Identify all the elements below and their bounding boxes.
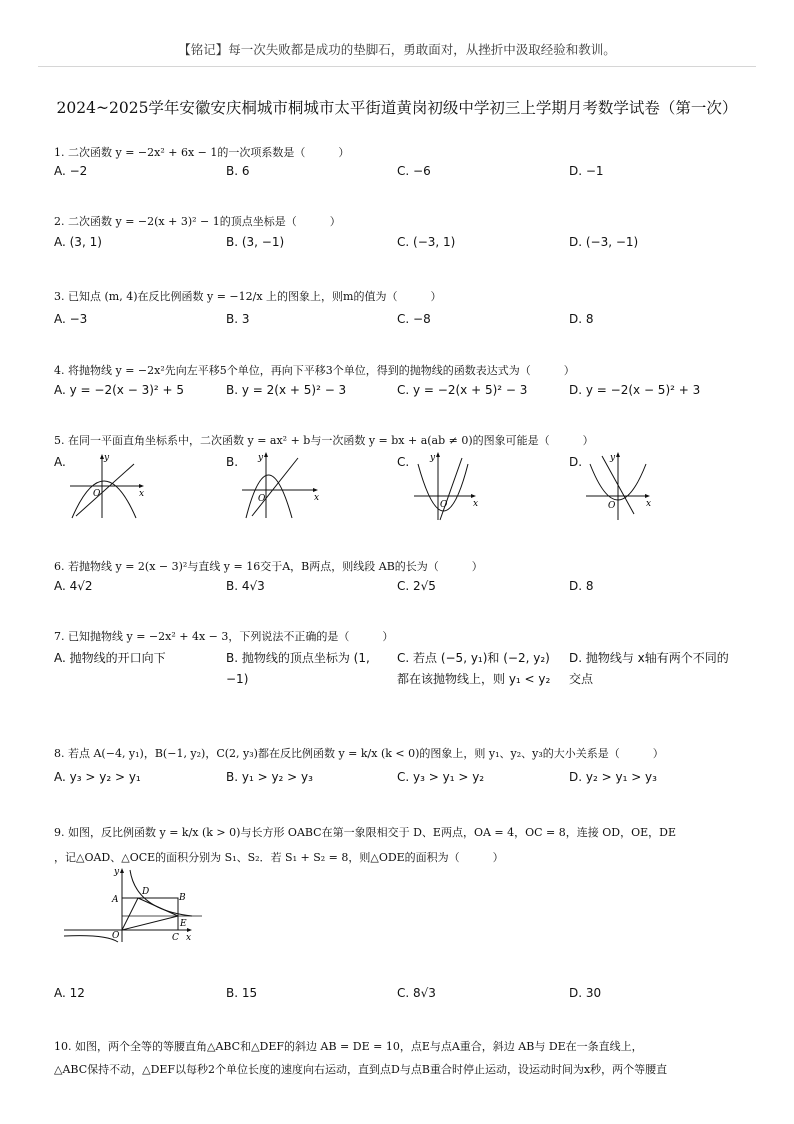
q2-option-a[interactable]: A. (3, 1) — [54, 235, 102, 249]
q4-option-a[interactable]: A. y = −2(x − 3)² + 5 — [54, 383, 185, 397]
q9-option-b[interactable]: B. 15 — [226, 986, 258, 1000]
q1-option-b[interactable]: B. 6 — [226, 164, 250, 178]
q5b-y-label: y — [258, 453, 264, 463]
question-3-options — [54, 312, 754, 334]
q2-option-b[interactable]: B. (3, −1) — [226, 235, 285, 249]
q8-option-d[interactable]: D. y₂ > y₁ > y₃ — [569, 770, 657, 784]
question-7-stem: 7. 已知抛物线 y = −2x² + 4x − 3，下列说法不正确的是（ ） — [54, 630, 394, 643]
q5d-x-label: x — [646, 499, 652, 509]
q4-option-d[interactable]: D. y = −2(x − 5)² + 3 — [569, 383, 701, 397]
q2-option-d[interactable]: D. (−3, −1) — [569, 235, 639, 249]
q5c-y-label: y — [430, 453, 436, 463]
header-divider — [38, 66, 756, 67]
q8-option-c[interactable]: C. y₃ > y₁ > y₂ — [397, 770, 485, 784]
q5-option-a[interactable]: A. — [54, 455, 66, 469]
q5-graph-a[interactable] — [64, 450, 154, 522]
q4-option-b[interactable]: B. y = 2(x + 5)² − 3 — [226, 383, 347, 397]
question-8-stem: 8. 若点 A(−4, y₁)，B(−1, y₂)，C(2, y₃)都在反比例函数 y = k/x (k < 0)的图象上，则 y₁、y₂、y₃的大小关系是（ ） — [54, 747, 664, 760]
q4-option-c[interactable]: C. y = −2(x + 5)² − 3 — [397, 383, 528, 397]
q9-point-a-label: A — [112, 895, 119, 905]
question-9-stem-cont: ，记△OAD、△OCE的面积分别为 S₁、S₂．若 S₁ + S₂ = 8，则△ODE的面积为（ ） — [54, 851, 504, 864]
q9-x-label: x — [186, 933, 192, 943]
question-6-options — [54, 579, 754, 601]
q2-option-c[interactable]: C. (−3, 1) — [397, 235, 456, 249]
q7-option-d[interactable]: D. 抛物线与 x轴有两个不同的交点 — [569, 651, 729, 686]
q3-option-b[interactable]: B. 3 — [226, 312, 250, 326]
q5c-x-label: x — [473, 499, 479, 509]
q5b-x-label: x — [314, 493, 320, 503]
exam-title: 2024~2025学年安徽安庆桐城市桐城市太平街道黄岗初级中学初三上学期月考数学试卷（第一次） — [56, 99, 738, 117]
q9-option-c[interactable]: C. 8√3 — [397, 986, 436, 1000]
q5-graph-d[interactable] — [582, 450, 672, 522]
question-1-stem: 1. 二次函数 y = −2x² + 6x − 1的一次项系数是（ ） — [54, 146, 350, 159]
q8-option-a[interactable]: A. y₃ > y₂ > y₁ — [54, 770, 141, 784]
q5-graph-b[interactable] — [236, 450, 326, 522]
q9-y-label: y — [114, 867, 120, 877]
q1-option-a[interactable]: A. −2 — [54, 164, 88, 178]
q3-option-c[interactable]: C. −8 — [397, 312, 431, 326]
question-4-options — [54, 383, 754, 405]
q9-point-d-label: D — [142, 887, 150, 897]
q5a-x-label: x — [139, 489, 145, 499]
q5a-origin-label: O — [93, 489, 101, 499]
q9-point-e-label: E — [180, 919, 187, 929]
question-9-options — [54, 986, 754, 1008]
question-1-options — [54, 164, 754, 186]
q5c-origin-label: O — [440, 500, 448, 510]
q8-option-b[interactable]: B. y₁ > y₂ > y₃ — [226, 770, 313, 784]
q9-figure — [62, 864, 202, 944]
question-2-options — [54, 235, 754, 257]
q5-graph-c[interactable] — [410, 450, 500, 522]
question-10-stem: 10. 如图，两个全等的等腰直角△ABC和△DEF的斜边 AB = DE = 10，点E与点A重合，斜边 AB与 DE在一条直线上， — [54, 1040, 643, 1053]
q5d-origin-label: O — [608, 501, 616, 511]
question-6-stem: 6. 若抛物线 y = 2(x − 3)²与直线 y = 16交于A，B两点，则线段 AB的长为（ ） — [54, 560, 483, 573]
question-3-stem: 3. 已知点 (m, 4)在反比例函数 y = −12/x 上的图象上，则m的值为（ ） — [54, 290, 442, 303]
q6-option-b[interactable]: B. 4√3 — [226, 579, 265, 593]
q3-option-a[interactable]: A. −3 — [54, 312, 88, 326]
q6-option-c[interactable]: C. 2√5 — [397, 579, 436, 593]
q5-option-b[interactable]: B. — [226, 455, 239, 469]
q5a-y-label: y — [104, 453, 110, 463]
q5-option-d[interactable]: D. — [569, 455, 583, 469]
motto-header: 【铭记】每一次失败都是成功的垫脚石，勇敢面对，从挫折中汲取经验和教训。 — [178, 42, 616, 57]
q5-option-c[interactable]: C. — [397, 455, 410, 469]
q1-option-c[interactable]: C. −6 — [397, 164, 431, 178]
question-5-stem: 5. 在同一平面直角坐标系中，二次函数 y = ax² + b与一次函数 y = bx + a(ab ≠ 0)的图象可能是（ ） — [54, 434, 594, 447]
q9-option-d[interactable]: D. 30 — [569, 986, 602, 1000]
q6-option-a[interactable]: A. 4√2 — [54, 579, 93, 593]
question-8-options — [54, 770, 754, 792]
q9-option-a[interactable]: A. 12 — [54, 986, 85, 1000]
q7-option-b[interactable]: B. 抛物线的顶点坐标为 (1, −1) — [226, 651, 370, 686]
question-2-stem: 2. 二次函数 y = −2(x + 3)² − 1的顶点坐标是（ ） — [54, 215, 341, 228]
q7-option-c[interactable]: C. 若点 (−5, y₁)和 (−2, y₂)都在该抛物线上，则 y₁ < y₂ — [397, 651, 551, 686]
q5b-origin-label: O — [258, 494, 266, 504]
q9-point-b-label: B — [179, 893, 186, 903]
q7-option-a[interactable]: A. 抛物线的开口向下 — [54, 651, 166, 665]
q6-option-d[interactable]: D. 8 — [569, 579, 594, 593]
question-9-stem: 9. 如图，反比例函数 y = k/x (k > 0)与长方形 OABC在第一象限相交于 D、E两点，OA = 4，OC = 8，连接 OD，OE，DE — [54, 826, 676, 839]
q1-option-d[interactable]: D. −1 — [569, 164, 604, 178]
question-4-stem: 4. 将抛物线 y = −2x²先向左平移5个单位，再向下平移3个单位，得到的抛物线的函数表达式为（ ） — [54, 364, 575, 377]
q9-origin-label: O — [112, 931, 120, 941]
q3-option-d[interactable]: D. 8 — [569, 312, 594, 326]
question-10-stem-cont: △ABC保持不动，△DEF以每秒2个单位长度的速度向右运动，直到点D与点B重合时停止运动，设运动时间为x秒，两个等腰直 — [54, 1063, 668, 1076]
q5d-y-label: y — [610, 453, 616, 463]
q9-point-c-label: C — [172, 933, 179, 943]
